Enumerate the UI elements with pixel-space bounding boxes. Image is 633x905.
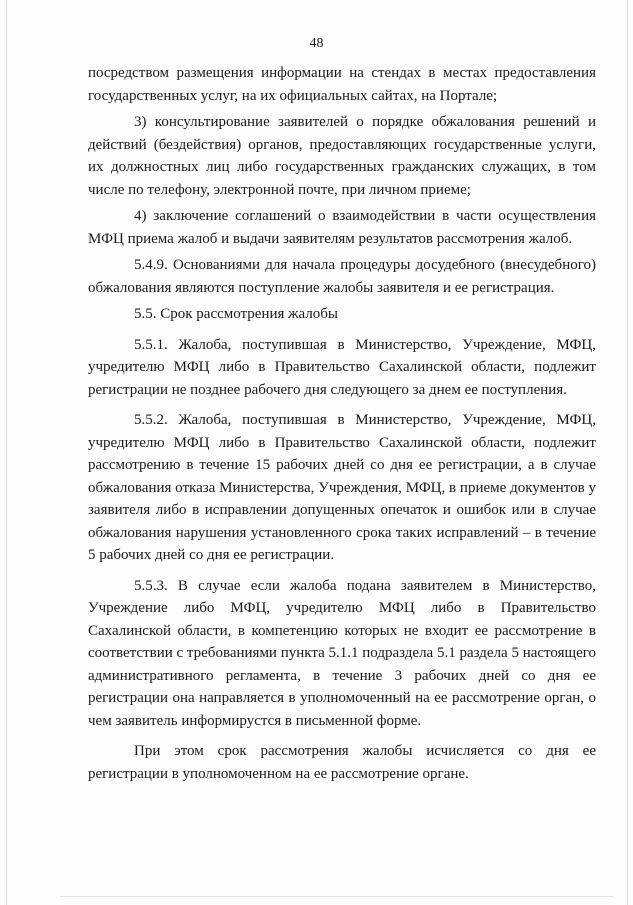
section-heading-5-5: 5.5. Срок рассмотрения жалобы: [134, 306, 339, 322]
scan-bottom-edge: [60, 896, 613, 897]
paragraph-5-5-1: 5.5.1. Жалоба, поступившая в Министерство, Учреждение, МФЦ, учредителю МФЦ либо в Правительство Сахалинской области, подлежит регистрации не позднее рабочего дня следующего за днем ее поступления.: [88, 336, 596, 398]
paragraph-5-5-3: 5.5.3. В случае если жалоба подана заявителем в Министерство, Учреждение либо МФЦ, учредителю МФЦ либо в Правительство Сахалинской области, в компетенцию которых не входит ее рассмотрение в соответствии с требованиями пункта 5.1.1 подраздела 5.1 раздела 5 настоящего административного регламента, в течение 3 рабочих дней со дня ее регистрации она направляется в уполномоченный на ее рассмотрение орган, о чем заявитель информирустся в письменной форме.: [88, 577, 597, 729]
paragraph-5-5-2: 5.5.2. Жалоба, поступившая в Министерство, Учреждение, МФЦ, учредителю МФЦ либо в Правительство Сахалинской области, подлежит рассмотрению в течение 15 рабочих дней со дня ее регистрации, а в случае обжалования отказа Министерства, Учреждения, МФЦ, в приеме документов у заявителя либо в исправлении допущенных опечаток и ошибок или в случае обжалования нарушения установленного срока таких исправлений – в течение 5 рабочих дней со дня ее регистрации.: [88, 412, 596, 563]
scan-edge-right: [627, 0, 628, 905]
page-number: 48: [309, 36, 324, 51]
paragraph-item-3: 3) консультирование заявителей о порядке обжалования решений и действий (бездействия) органов, предоставляющих государственные услуги, их должностных лиц либо государственных гражданских служащих, в том числе по телефону, электронной почте, при личном приеме;: [88, 114, 596, 198]
document-body: [88, 62, 596, 785]
paragraph-deadline-note: При этом срок рассмотрения жалобы исчисляется со дня ее регистрации в уполномоченном на ее рассмотрение органе.: [88, 743, 596, 782]
paragraph-item-4: 4) заключение соглашений о взаимодействии в части осуществления МФЦ приема жалоб и выдачи заявителям результатов рассмотрения жалоб.: [88, 208, 596, 247]
paragraph-5-4-9: 5.4.9. Основаниями для начала процедуры досудебного (внесудебного) обжалования являются поступление жалобы заявителя и ее регистрация.: [88, 257, 596, 296]
scan-edge-left: [6, 0, 7, 905]
paragraph-continuation: посредством размещения информации на стендах в местах предоставления государственных услуг, на их официальных сайтах, на Портале;: [88, 65, 596, 104]
